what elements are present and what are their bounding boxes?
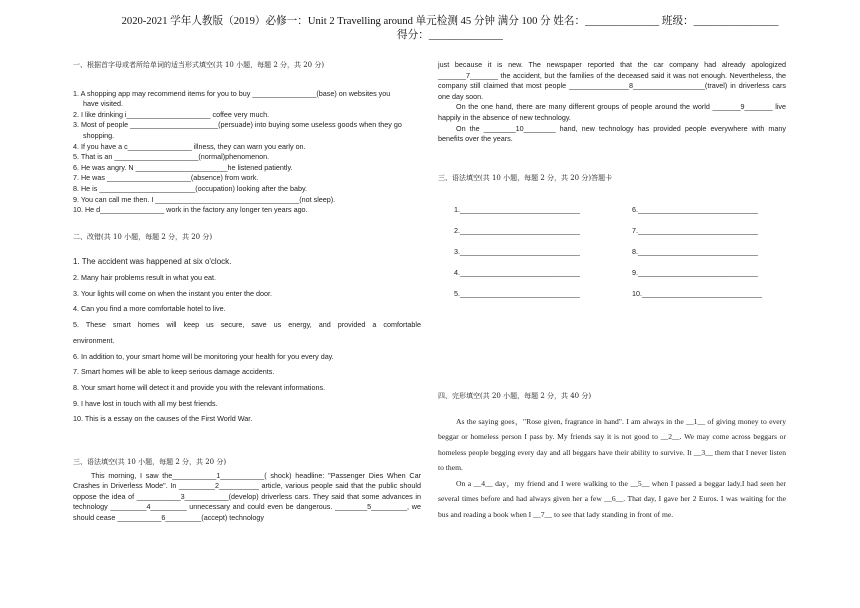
answer-line-8: 8.______________________________	[632, 247, 758, 257]
s1-item-5: 5. That is an _____________________(normal)phenomenon.	[73, 152, 270, 162]
s2-item-10: 10. This is a essay on the causes of the First World War.	[73, 414, 253, 424]
answer-line-1: 1.______________________________	[454, 205, 580, 215]
s1-item-2: 2. I like drinking i_____________________ coffee very much.	[73, 109, 270, 119]
answer-card	[438, 205, 786, 313]
s1-item-1: 1. A shopping app may recommend items for you to buy ________________(base) on websites you have visited.	[73, 88, 391, 109]
s2-item-4: 4. Can you find a more comfortable hotel to live.	[73, 304, 226, 314]
page-title	[60, 15, 840, 43]
s2-item-7: 7. Smart homes will be able to keep serious damage accidents.	[73, 367, 275, 377]
s2-item-9: 9. I have lost in touch with all my best friends.	[73, 398, 218, 408]
section-4-paragraph-2: On a __4__ day，my friend and I were walking to the __5__ when I passed a beggar lady.I had seen her several times before and had always given her a few __6__. That day, I gave her 2 Euros. I was waiting for the bus and reading a book when I __7__ to see that lady standing in front of me.	[438, 478, 786, 519]
answer-line-5: 5.______________________________	[454, 289, 580, 299]
title-line-2: 得分：______________	[397, 30, 503, 41]
section-3-paragraph-1-cont: just because it is new. The newspaper reported that the car company had already apologized _______7_______ the accident, but the families of the deceased said it was not enough. Nevertheless, the company still claimed that most people _______________8__________________(travel) in driverless cars one day soon.	[438, 60, 786, 101]
answer-line-7: 7.______________________________	[632, 226, 758, 236]
section-3-paragraph-2: On the one hand, there are many different groups of people around the world _______9_______ live happily in the absence of new technology.	[438, 102, 786, 122]
section-2-list	[73, 254, 421, 427]
s1-item-9: 9. You can call me then. I ____________________________________(not sleep).	[73, 194, 336, 204]
s2-item-8: 8. Your smart home will detect it and provide you with the relevant informations.	[73, 382, 326, 392]
section-4-paragraph-1: As the saying goes，"Rose given, fragrance in hand". I am always in the __1__ of giving money to every beggar or homeless person I pass by. My friends say it is not good to __2__. We may come across beggars or homeless people begging every day and all beggars have their ability to survive. It __3__ them that I never listen to them.	[438, 416, 786, 473]
section-3-paragraph-1: This morning, I saw the___________1___________( shock) headline: "Passenger Dies When Car Crashes in Driverless Mode". In _________2__________ article, various people said that the public should oppose the idea of ___________3___________(develop) driverless cars. They said that some advances in technology _________4_________ unnecessary and could even be dangerous. ________5_________, we should cease ___________6_________(accept) technology	[73, 470, 421, 523]
section-4-heading: 四、完形填空(共 20 小题，每题 2 分，共 40 分)	[438, 392, 592, 401]
s2-item-2: 2. Many hair problems result in what you eat.	[73, 273, 217, 283]
right-column	[438, 60, 786, 522]
s1-item-4: 4. If you have a c________________ illness, they can warn you early on.	[73, 141, 306, 151]
s2-item-5-cont: environment.	[73, 335, 115, 345]
section-3-heading: 三、语法填空(共 10 小题，每题 2 分，共 20 分)	[73, 458, 227, 467]
s1-item-6: 6. He was angry. N _______________________he listened patiently.	[73, 162, 293, 172]
s2-item-3: 3. Your lights will come on when the instant you enter the door.	[73, 288, 272, 298]
left-column	[73, 60, 421, 524]
s1-item-7: 7. He was _____________________(absence) from work.	[73, 173, 259, 183]
s1-item-10: 10. He d________________ work in the factory any longer ten years ago.	[73, 205, 308, 215]
answer-line-3: 3.______________________________	[454, 247, 580, 257]
answer-card-heading: 三、语法填空(共 10 小题，每题 2 分，共 20 分)答题卡	[438, 173, 613, 182]
answer-line-2: 2.______________________________	[454, 226, 580, 236]
s2-item-1: 1. The accident was happened at six o'clock.	[73, 257, 232, 267]
answer-line-6: 6.______________________________	[632, 205, 758, 215]
s2-item-6: 6. In addition to, your smart home will be monitoring your health for you every day.	[73, 351, 334, 361]
section-3-paragraph-3: On the ________10________ hand, new technology has provided people everywhere with many benefits over the years.	[438, 123, 786, 144]
answer-line-9: 9.______________________________	[632, 268, 758, 278]
section-1-list	[73, 89, 421, 216]
answer-line-4: 4.______________________________	[454, 268, 580, 278]
answer-line-10: 10.______________________________	[632, 289, 762, 299]
section-1-heading: 一、根据首字母或者所给单词的适当形式填空(共 10 小题，每题 2 分，共 20 分)	[73, 61, 325, 69]
s1-item-3: 3. Most of people ______________________(persuade) into buying some useless goods when they go shopping.	[73, 120, 402, 140]
s1-item-8: 8. He is ________________________(occupation) looking after the baby.	[73, 183, 308, 193]
section-2-heading: 二、改错(共 10 小题，每题 2 分，共 20 分)	[73, 232, 213, 241]
title-line-1: 2020-2021 学年人教版（2019）必修一：Unit 2 Travelling around 单元检测 45 分钟 满分 100 分 姓名：______________ 班级：________________	[121, 16, 779, 27]
s2-item-5: 5. These smart homes will keep us secure, save us energy, and provided a comfortable	[73, 320, 421, 330]
